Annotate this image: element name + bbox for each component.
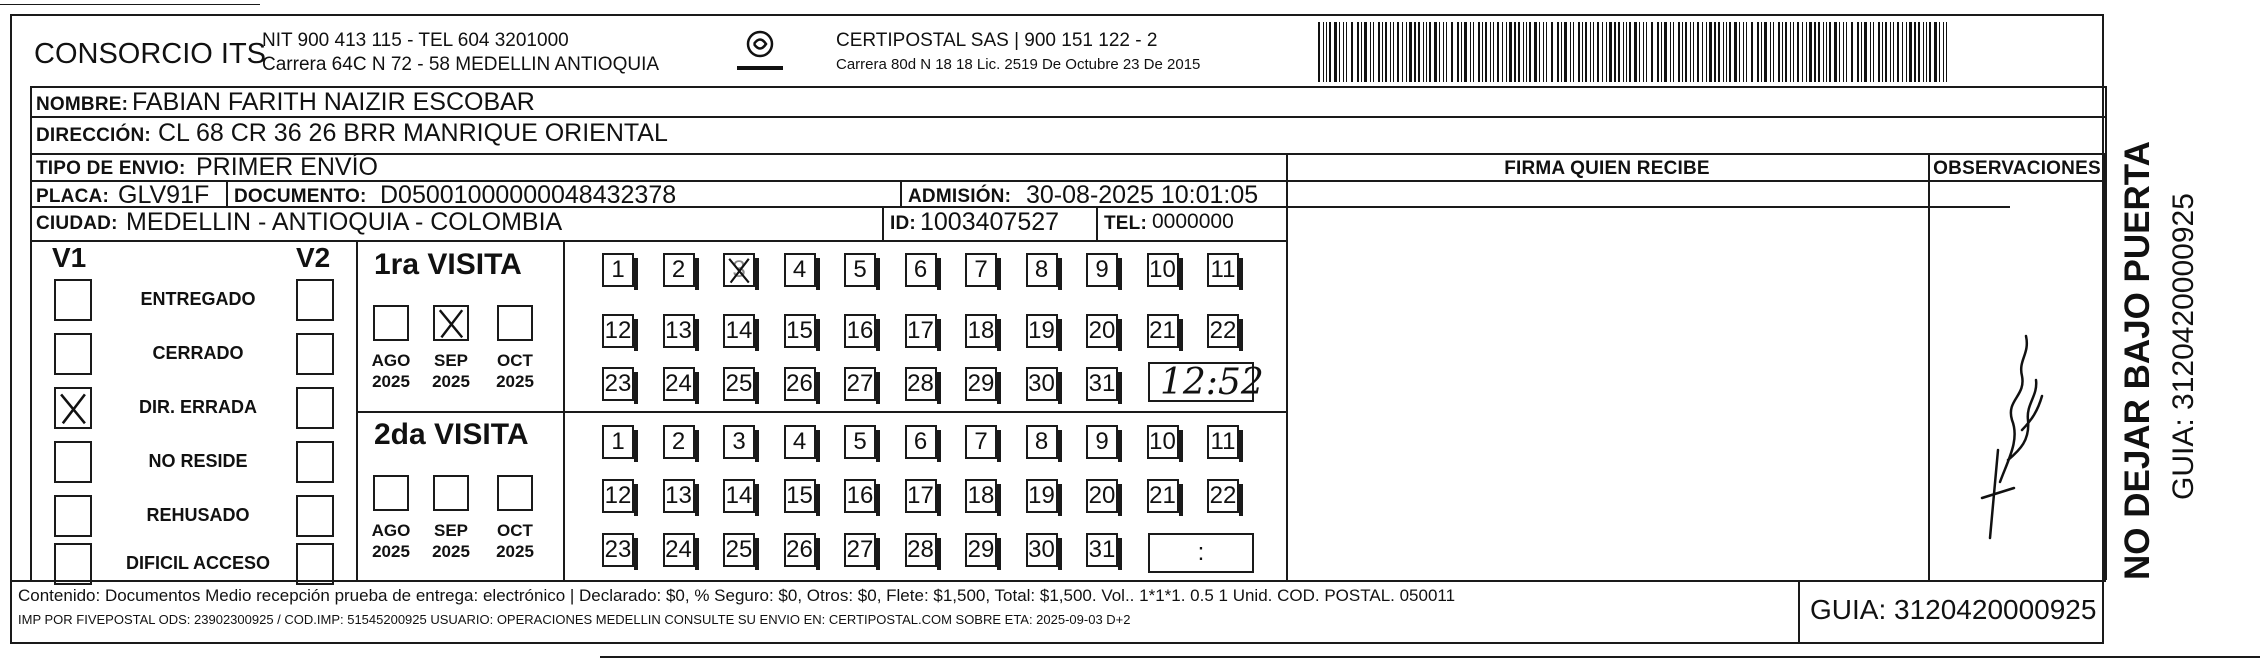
document-label: DOCUMENTO: bbox=[234, 186, 367, 207]
status-label: NO RESIDE bbox=[148, 451, 248, 471]
first-visit-day[interactable]: 25 bbox=[723, 367, 755, 401]
v2-checkbox[interactable] bbox=[296, 441, 334, 483]
signature-mark bbox=[1968, 300, 2058, 550]
v1-checkbox[interactable] bbox=[54, 495, 92, 537]
second-visit-day[interactable]: 5 bbox=[844, 425, 876, 459]
second-visit-day[interactable]: 4 bbox=[784, 425, 816, 459]
second-visit-day[interactable]: 26 bbox=[784, 533, 816, 567]
first-visit-day[interactable]: 7 bbox=[965, 253, 997, 287]
second-time-box[interactable] bbox=[1148, 533, 1254, 573]
second-time-value: : bbox=[1197, 539, 1205, 566]
second-visit-day[interactable]: 17 bbox=[905, 479, 937, 513]
first-time-value: 12:52 bbox=[1160, 362, 1264, 403]
month-label: SEP bbox=[433, 351, 469, 370]
footer-divider bbox=[1798, 580, 1800, 644]
first-visit-day[interactable]: 8 bbox=[1026, 253, 1058, 287]
second-visit-day[interactable]: 28 bbox=[905, 533, 937, 567]
second-visit-day[interactable]: 25 bbox=[723, 533, 755, 567]
first-visit-day[interactable]: 30 bbox=[1026, 367, 1058, 401]
first-visit-day[interactable]: 16 bbox=[844, 314, 876, 348]
v1-checkbox[interactable] bbox=[54, 387, 92, 429]
year-label: 2025 bbox=[496, 542, 534, 561]
status-label: REHUSADO bbox=[146, 505, 250, 525]
year-label: 2025 bbox=[432, 372, 470, 391]
id-number: 1003407527 bbox=[920, 208, 1060, 236]
document-number: D05001000000048432378 bbox=[380, 181, 677, 209]
month-caption bbox=[421, 350, 481, 392]
recipient-address: CL 68 CR 36 26 BRR MANRIQUE ORIENTAL bbox=[158, 119, 668, 147]
month-label: OCT bbox=[497, 351, 533, 370]
certipostal-info: CERTIPOSTAL SAS | 900 151 122 - 2 bbox=[836, 30, 1158, 51]
first-visit-day[interactable]: 11 bbox=[1207, 253, 1239, 287]
first-visit-day[interactable]: 3 bbox=[723, 253, 755, 287]
second-visit-day[interactable]: 2 bbox=[663, 425, 695, 459]
second-visit-day[interactable]: 14 bbox=[723, 479, 755, 513]
tel-number: 0000000 bbox=[1152, 210, 1234, 233]
observations-right bbox=[2104, 153, 2106, 580]
cell-divider bbox=[1096, 206, 1098, 240]
second-visit-day[interactable]: 21 bbox=[1147, 479, 1179, 513]
check-mark-icon bbox=[56, 389, 90, 427]
second-visit-day[interactable]: 19 bbox=[1026, 479, 1058, 513]
second-visit-day[interactable]: 30 bbox=[1026, 533, 1058, 567]
first-visit-day[interactable]: 21 bbox=[1147, 314, 1179, 348]
row-line bbox=[30, 240, 1286, 242]
first-visit-day[interactable]: 28 bbox=[905, 367, 937, 401]
barcode bbox=[1318, 22, 1953, 82]
month-caption bbox=[421, 520, 481, 562]
second-visit-title: 2da VISITA bbox=[374, 418, 529, 451]
month-label: AGO bbox=[371, 351, 411, 370]
v1-checkbox[interactable] bbox=[54, 441, 92, 483]
month-checkbox[interactable] bbox=[433, 475, 469, 511]
v2-label: V2 bbox=[296, 242, 331, 273]
first-visit-day[interactable]: 4 bbox=[784, 253, 816, 287]
first-visit-day[interactable]: 26 bbox=[784, 367, 816, 401]
v2-checkbox[interactable] bbox=[296, 333, 334, 375]
second-visit-day[interactable]: 10 bbox=[1147, 425, 1179, 459]
first-visit-day[interactable]: 13 bbox=[663, 314, 695, 348]
year-label: 2025 bbox=[432, 542, 470, 561]
first-visit-day[interactable]: 9 bbox=[1086, 253, 1118, 287]
first-visit-day[interactable]: 17 bbox=[905, 314, 937, 348]
city-label: CIUDAD: bbox=[36, 213, 118, 234]
send-type-label: TIPO DE ENVIO: bbox=[36, 158, 186, 179]
year-label: 2025 bbox=[372, 542, 410, 561]
first-visit-day[interactable]: 23 bbox=[602, 367, 634, 401]
name-label: NOMBRE: bbox=[36, 94, 129, 115]
month-checkbox[interactable] bbox=[497, 305, 533, 341]
signature-divider bbox=[1286, 153, 1288, 580]
second-visit-day[interactable]: 16 bbox=[844, 479, 876, 513]
first-visit-day[interactable]: 10 bbox=[1147, 253, 1179, 287]
second-visit-day[interactable]: 31 bbox=[1086, 533, 1118, 567]
cell-divider bbox=[900, 180, 902, 206]
footer-imp: IMP POR FIVEPOSTAL ODS: 23902300925 / COD.IMP: 51545200925 USUARIO: OPERACIONES MEDELLIN CONSULTE SU ENVIO EN: CERTIPOSTAL.COM SOBRE ETA: 2025-09-03 D+2 bbox=[18, 612, 1131, 627]
month-caption bbox=[361, 350, 421, 392]
first-visit-title: 1ra VISITA bbox=[374, 248, 522, 281]
second-visit-day[interactable]: 12 bbox=[602, 479, 634, 513]
status-divider bbox=[356, 240, 358, 580]
footer-content: Contenido: Documentos Medio recepción prueba de entrega: electrónico | Declarado: $0, % Seguro: $0, Otros: $0, Flete: $1,500, Total: $1,500. Vol.. 1*1*1. 0.5 1 Unid. COD. POSTAL. 050011 bbox=[18, 586, 1456, 605]
scan-edge-line bbox=[0, 4, 260, 5]
year-label: 2025 bbox=[496, 372, 534, 391]
month-label: SEP bbox=[433, 521, 469, 540]
first-time-box[interactable] bbox=[1148, 362, 1264, 403]
second-visit-day[interactable]: 6 bbox=[905, 425, 937, 459]
first-visit-day[interactable]: 24 bbox=[663, 367, 695, 401]
status-label: DIFICIL ACCESO bbox=[125, 553, 270, 573]
first-visit-day[interactable]: 2 bbox=[663, 253, 695, 287]
cell-divider bbox=[226, 180, 228, 206]
first-visit-day[interactable]: 1 bbox=[602, 253, 634, 287]
month-checkbox[interactable] bbox=[373, 305, 409, 341]
scan-edge-line bbox=[600, 656, 2260, 658]
year-label: 2025 bbox=[372, 372, 410, 391]
second-visit-day[interactable]: 24 bbox=[663, 533, 695, 567]
tel-label: TEL: bbox=[1104, 213, 1148, 234]
v2-checkbox[interactable] bbox=[296, 495, 334, 537]
status-label: DIR. ERRADA bbox=[138, 397, 257, 417]
second-visit-day[interactable]: 3 bbox=[723, 425, 755, 459]
first-visit-day[interactable]: 27 bbox=[844, 367, 876, 401]
v2-checkbox[interactable] bbox=[296, 543, 334, 585]
v2-checkbox[interactable] bbox=[296, 387, 334, 429]
second-visit-day[interactable]: 22 bbox=[1207, 479, 1239, 513]
observations-header: OBSERVACIONES bbox=[1933, 158, 2101, 179]
signature-header: FIRMA QUIEN RECIBE bbox=[1504, 158, 1710, 179]
second-visit-day[interactable]: 29 bbox=[965, 533, 997, 567]
status-label: ENTREGADO bbox=[140, 289, 256, 309]
month-caption bbox=[361, 520, 421, 562]
v1-checkbox[interactable] bbox=[54, 543, 92, 585]
address-label: DIRECCIÓN: bbox=[36, 125, 151, 146]
second-visit-day[interactable]: 1 bbox=[602, 425, 634, 459]
second-visit-day[interactable]: 27 bbox=[844, 533, 876, 567]
side-banner bbox=[2114, 80, 2234, 580]
company-nit: NIT 900 413 115 - TEL 604 3201000 bbox=[262, 30, 569, 51]
month-checkbox[interactable] bbox=[433, 305, 469, 341]
plate-label: PLACA: bbox=[36, 186, 109, 207]
admission-label: ADMISIÓN: bbox=[908, 186, 1012, 207]
city: MEDELLIN - ANTIOQUIA - COLOMBIA bbox=[126, 208, 563, 236]
certipostal-license: Carrera 80d N 18 18 Lic. 2519 De Octubre 23 De 2015 bbox=[836, 56, 1201, 73]
first-visit-day[interactable]: 15 bbox=[784, 314, 816, 348]
v2-checkbox[interactable] bbox=[296, 279, 334, 321]
send-type: PRIMER ENVÍO bbox=[196, 153, 378, 181]
check-mark-icon bbox=[725, 255, 753, 285]
recipient-name: FABIAN FARITH NAIZIR ESCOBAR bbox=[132, 88, 535, 116]
second-visit-day[interactable]: 20 bbox=[1086, 479, 1118, 513]
second-visit-day[interactable]: 8 bbox=[1026, 425, 1058, 459]
month-caption bbox=[485, 520, 545, 562]
visit-divider bbox=[563, 240, 565, 580]
v1-label: V1 bbox=[52, 242, 87, 273]
first-visit-day[interactable]: 20 bbox=[1086, 314, 1118, 348]
visit-separator bbox=[356, 411, 1286, 413]
observations-divider bbox=[1928, 153, 1930, 580]
month-label: OCT bbox=[497, 521, 533, 540]
admission-date: 30-08-2025 10:01:05 bbox=[1026, 181, 1259, 209]
month-checkbox[interactable] bbox=[497, 475, 533, 511]
month-checkbox[interactable] bbox=[373, 475, 409, 511]
no-leave-under-door: NO DEJAR BAJO PUERTA bbox=[2118, 141, 2157, 580]
month-caption bbox=[485, 350, 545, 392]
first-visit-day[interactable]: 19 bbox=[1026, 314, 1058, 348]
second-visit-day[interactable]: 13 bbox=[663, 479, 695, 513]
cell-divider bbox=[882, 206, 884, 240]
side-guide-number: GUIA: 3120420000925 bbox=[2167, 193, 2200, 500]
first-visit-day[interactable]: 12 bbox=[602, 314, 634, 348]
id-label: ID: bbox=[890, 213, 916, 234]
second-visit-day[interactable]: 7 bbox=[965, 425, 997, 459]
first-visit-day[interactable]: 29 bbox=[965, 367, 997, 401]
second-visit-day[interactable]: 11 bbox=[1207, 425, 1239, 459]
first-visit-day[interactable]: 22 bbox=[1207, 314, 1239, 348]
plate: GLV91F bbox=[118, 181, 210, 209]
first-visit-day[interactable]: 6 bbox=[905, 253, 937, 287]
month-label: AGO bbox=[371, 521, 411, 540]
second-visit-day[interactable]: 23 bbox=[602, 533, 634, 567]
company-address: Carrera 64C N 72 - 58 MEDELLIN ANTIOQUIA bbox=[262, 54, 660, 75]
first-visit-day[interactable]: 18 bbox=[965, 314, 997, 348]
check-mark-icon bbox=[435, 307, 467, 339]
second-visit-day[interactable]: 9 bbox=[1086, 425, 1118, 459]
first-visit-day[interactable]: 31 bbox=[1086, 367, 1118, 401]
second-visit-day[interactable]: 18 bbox=[965, 479, 997, 513]
company-name: CONSORCIO ITS bbox=[34, 38, 267, 70]
v1-checkbox[interactable] bbox=[54, 279, 92, 321]
first-visit-day[interactable]: 14 bbox=[723, 314, 755, 348]
v1-checkbox[interactable] bbox=[54, 333, 92, 375]
second-visit-day[interactable]: 15 bbox=[784, 479, 816, 513]
left-border bbox=[30, 86, 32, 580]
footer-guide: GUIA: 3120420000925 bbox=[1810, 594, 2097, 625]
status-label: CERRADO bbox=[152, 343, 244, 363]
first-visit-day[interactable]: 5 bbox=[844, 253, 876, 287]
